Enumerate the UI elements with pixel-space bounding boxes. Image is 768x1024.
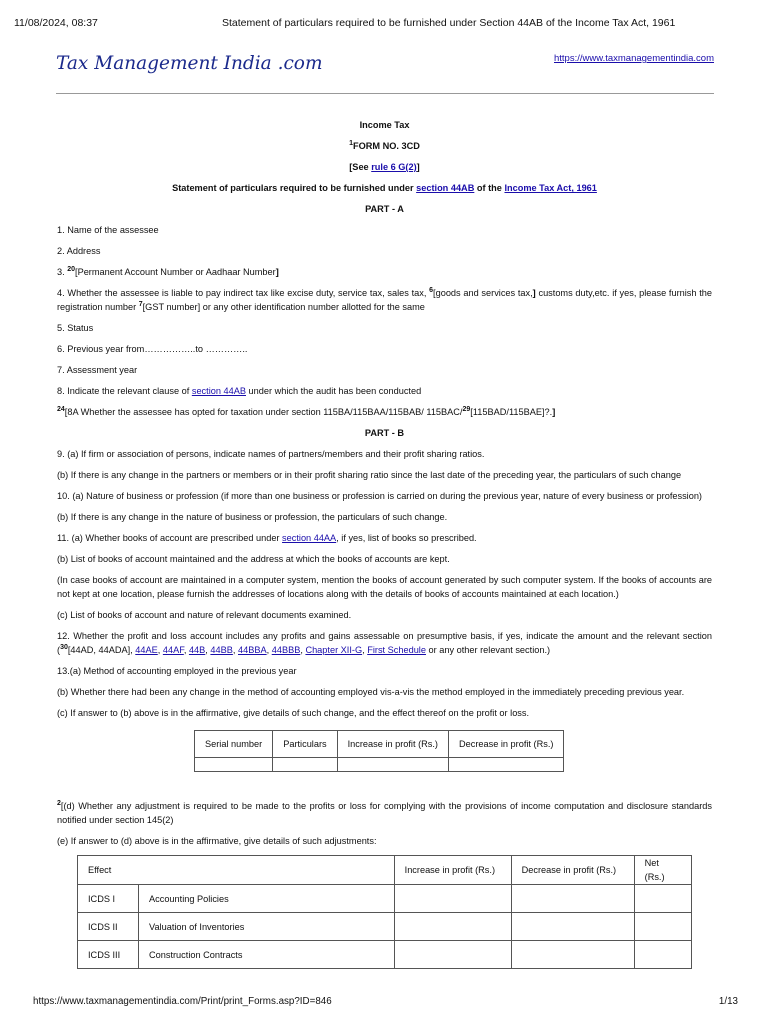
table-cell (394, 885, 511, 913)
table-row (195, 758, 564, 772)
first-schedule-link[interactable]: First Schedule (367, 645, 426, 655)
table-cell (511, 885, 634, 913)
icds-adjustment-table (77, 855, 692, 969)
footnote-ref[interactable]: 2 (57, 799, 61, 807)
table-header-cell: Effect (78, 856, 395, 885)
table-cell: Construction Contracts (139, 941, 395, 969)
footnote-ref[interactable]: 29 (462, 405, 471, 413)
site-logo[interactable]: Tax Management India .com (56, 53, 323, 74)
doc-heading: Income Tax (359, 120, 410, 130)
table-cell: Accounting Policies (139, 885, 395, 913)
footnote-ref[interactable]: 20 (67, 265, 76, 273)
table-header-cell: Particulars (273, 731, 337, 758)
table-header-cell: Decrease in profit (Rs.) (448, 731, 563, 758)
item-4: 4. Whether the assessee is liable to pay indirect tax like excise duty, service tax, sales tax, $^6$[goods and services tax,] customs duty,etc. if yes, please furnish the registration number $^7$[GST number] or any other identification number allotted for the same (57, 286, 712, 312)
table-header-cell: Increase in profit (Rs.) (394, 856, 511, 885)
item-8: 8. Indicate the relevant clause of section 44AB under which the audit has been conducted (57, 386, 422, 396)
item-8a: $^{24}$[8A Whether the assessee has opted for taxation under section 115BA/115BAA/115BAB/ 115BAC/$^{29}$[115BAD/115BAE]?.] (57, 405, 556, 417)
section-44bbb-link[interactable]: 44BBB (271, 645, 301, 655)
item-13e: (e) If answer to (d) above is in the affirmative, give details of such adjustments: (57, 836, 377, 846)
item-12: 12. Whether the profit and loss account includes any profits and gains assessable on presumptive basis, if yes, indicate the amount and the relevant section ($^{30}$[44AD, 44ADA], 44AE, 44AF, 44B, 44BB, 44BBA, 44BBB, Chapter XII-G, First Schedule or any other relevant section.) (57, 631, 712, 655)
form-number: $^1$FORM NO. 3CD (349, 139, 420, 151)
table-cell (394, 913, 511, 941)
table-cell: Valuation of Inventories (139, 913, 395, 941)
footnote-ref[interactable]: 7 (138, 300, 143, 308)
item-11a: 11. (a) Whether books of account are prescribed under section 44AA, if yes, list of books so prescribed. (57, 533, 477, 543)
item-7: 7. Assessment year (57, 365, 138, 375)
rule-reference: [See rule 6 G(2)] (349, 162, 420, 172)
footnote-ref[interactable]: 6 (429, 286, 434, 294)
table-cell: ICDS III (78, 941, 139, 969)
item-3: 3. $^{20}$[Permanent Account Number or Aadhaar Number] (57, 265, 279, 277)
item-11c: (c) List of books of account and nature of relevant documents examined. (57, 610, 352, 620)
table-row (78, 913, 692, 941)
print-footer-page-number: 1/13 (718, 996, 738, 1007)
table-cell (448, 758, 563, 772)
item-10a: 10. (a) Nature of business or profession (if more than one business or profession is carried on during the previous year, nature of every business or profession) (57, 491, 702, 501)
table-cell (634, 885, 691, 913)
item-13c: (c) If answer to (b) above is in the affirmative, give details of such change, and the effect thereof on the profit or loss. (57, 708, 530, 718)
table-cell (634, 913, 691, 941)
item-13d: $^2$[(d) Whether any adjustment is required to be made to the profits or loss for complying with the provisions of income computation and disclosure standards notified under section 145(2) (57, 799, 712, 825)
table-header-cell: Decrease in profit (Rs.) (511, 856, 634, 885)
section-44aa-link[interactable]: section 44AA (282, 533, 337, 543)
table-cell: ICDS I (78, 885, 139, 913)
section-44ae-link[interactable]: 44AE (135, 645, 158, 655)
table-header-cell: Net (Rs.) (634, 856, 691, 885)
item-5: 5. Status (57, 323, 94, 333)
document-body (57, 118, 712, 969)
chapter-xii-g-link[interactable]: Chapter XII-G (305, 645, 363, 655)
part-b-heading: PART - B (364, 428, 405, 438)
section-44b-link[interactable]: 44B (188, 645, 206, 655)
print-header-datetime: 11/08/2024, 08:37 (14, 17, 98, 29)
table-cell (634, 941, 691, 969)
table-header-cell: Serial number (195, 731, 273, 758)
table-cell (394, 941, 511, 969)
item-13b: (b) Whether there had been any change in the method of accounting employed vis-a-vis the method employed in the immediately preceding previous year. (57, 687, 685, 697)
footnote-ref[interactable]: 24 (57, 405, 65, 413)
print-footer-url: https://www.taxmanagementindia.com/Print/print_Forms.asp?ID=846 (33, 996, 332, 1007)
header-divider (56, 93, 714, 94)
table-cell (511, 941, 634, 969)
footnote-ref[interactable]: 1 (349, 139, 354, 147)
table-cell (195, 758, 273, 772)
item-6: 6. Previous year from……………..to ………….. (57, 344, 248, 354)
item-11b: (b) List of books of account maintained and the address at which the books of accounts are kept. (57, 554, 450, 564)
statement-title: Statement of particulars required to be furnished under section 44AB of the Income Tax Act, 1961 (172, 183, 597, 193)
item-10b: (b) If there is any change in the nature of business or profession, the particulars of such change. (57, 512, 448, 522)
footnote-ref[interactable]: 30 (60, 643, 68, 651)
item-9a: 9. (a) If firm or association of persons, indicate names of partners/members and their profit sharing ratios. (57, 449, 485, 459)
section-44bb-link[interactable]: 44BB (210, 645, 233, 655)
table-header-cell: Increase in profit (Rs.) (337, 731, 448, 758)
rule-link[interactable]: rule 6 G(2) (371, 162, 417, 172)
table-row (78, 941, 692, 969)
item-11-note: (In case books of account are maintained in a computer system, mention the books of account generated by such computer system. If the books of accounts are not kept at one location, please furnish the addresses of locations along with the details of books of accounts maintained at each location.) (57, 575, 712, 599)
table-row (78, 885, 692, 913)
item-9b: (b) If there is any change in the partners or members or in their profit sharing ratio since the last date of the preceding year, the particulars of such change (57, 470, 682, 480)
table-header-row (195, 731, 564, 758)
income-tax-act-link[interactable]: Income Tax Act, 1961 (504, 183, 597, 193)
section-44ab-link[interactable]: section 44AB (191, 386, 246, 396)
item-13a: 13.(a) Method of accounting employed in the previous year (57, 666, 297, 676)
section-44af-link[interactable]: 44AF (162, 645, 184, 655)
table-cell (511, 913, 634, 941)
section-44ab-link[interactable]: section 44AB (416, 183, 475, 193)
print-header-title: Statement of particulars required to be furnished under Section 44AB of the Income Tax Act, 1961 (222, 17, 676, 29)
table-cell (273, 758, 337, 772)
table-cell (337, 758, 448, 772)
table-cell: ICDS II (78, 913, 139, 941)
item-1: 1. Name of the assessee (57, 225, 159, 235)
site-url-link[interactable]: https://www.taxmanagementindia.com (554, 53, 714, 64)
accounting-change-table (194, 730, 564, 772)
part-a-heading: PART - A (365, 204, 404, 214)
section-44bba-link[interactable]: 44BBA (238, 645, 267, 655)
table-header-row (78, 856, 692, 885)
item-2: 2. Address (57, 246, 101, 256)
